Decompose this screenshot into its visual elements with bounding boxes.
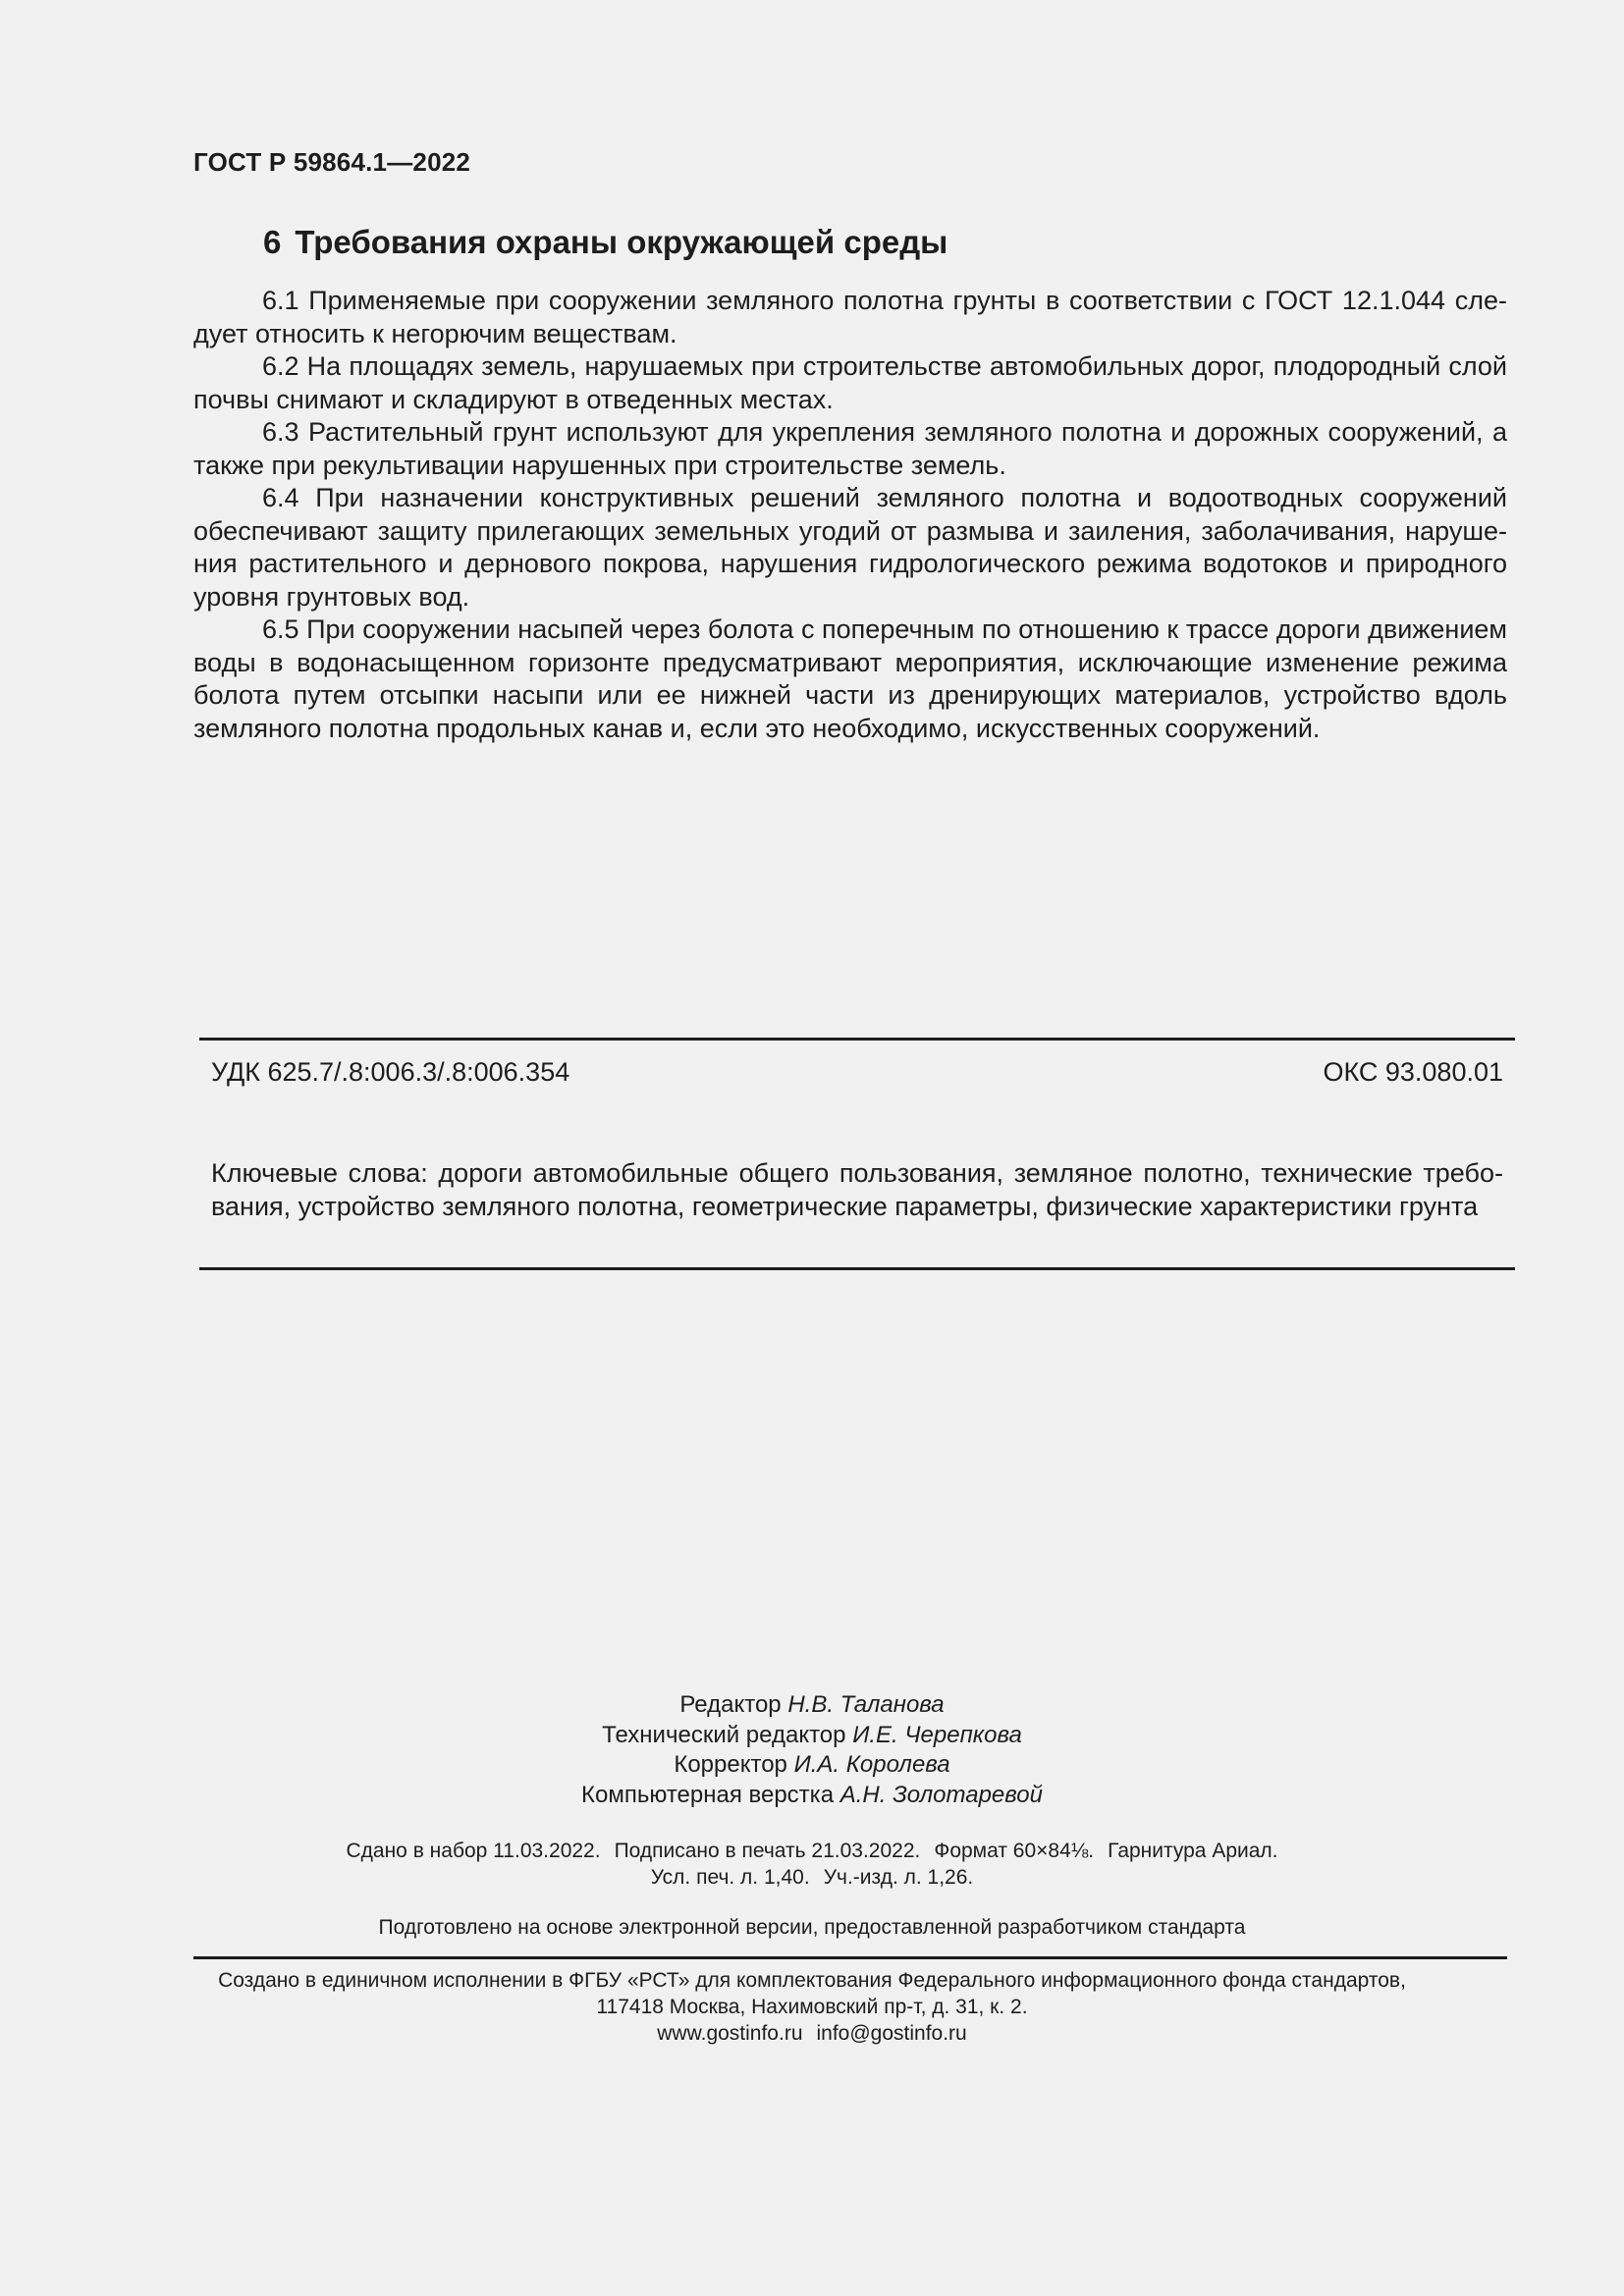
footer-line-1: Создано в единичном исполнении в ФГБУ «РСТ» для комплектования Федерального информационного фонда стандартов, [218,1969,1406,1992]
credit-technical-editor [0,1721,1624,1751]
paragraph-6-2: 6.2 На площадях земель, нарушаемых при строительстве автомобильных дорог, плодородный слой почвы снимают и складируют в отведенных местах. [193,351,1507,414]
paragraph-6-4: 6.4 При назначении конструктивных решений земляного полотна и водоотводных сооружений обеспечивают защиту прилегающих земельных угодий от размыва и заиления, заболачивания, нарушения растительного и дернового покрова, нарушения гидрологического режима водотоков и природного уровня грунтовых вод. [193,483,1507,612]
udk-code: УДК 625.7/.8:006.3/.8:006.354 [211,1057,570,1087]
paper-format: Формат 60×84⅛. [934,1840,1095,1862]
paragraph-6-3: 6.3 Растительный грунт используют для укрепления земляного полотна и дорожных сооружений, а также при рекультивации нарушенных при строительстве земель. [193,417,1507,480]
credit-role: Технический редактор [602,1721,846,1748]
credit-editor [0,1690,1624,1721]
email-link[interactable]: info@gostinfo.ru [816,2022,967,2045]
credit-name: И.Е. Черепкова [852,1721,1022,1748]
divider-bottom [199,1267,1515,1270]
website-link[interactable]: www.gostinfo.ru [657,2022,803,2045]
prepared-note: Подготовлено на основе электронной версии, предоставленной разработчиком стандарта [378,1916,1246,1939]
footer-line-2: 117418 Москва, Нахимовский пр-т, д. 31, к. 2. [596,1996,1028,2018]
signed-date: Подписано в печать 21.03.2022. [614,1840,921,1862]
credit-layout [0,1781,1624,1811]
credit-role: Корректор [674,1751,787,1778]
keywords-block: Ключевые слова: дороги автомобильные общего пользования, земляное полотно, технические требования, устройство земляного полотна, геометрические параметры, физические характеристики грунта [211,1158,1503,1221]
credit-proofreader [0,1750,1624,1781]
section-heading [263,224,947,261]
credits-block [0,1690,1624,1810]
paragraph-6-5: 6.5 При сооружении насыпей через болота с поперечным по отношению к трассе дороги движением воды в водонасыщенном горизонте предусматривают мероприятия, исключающие изменение режима болота путем отсыпки насыпи или ее нижней части из дренирующих материалов, устройство вдоль земляного полотна продольных канав и, если это необходимо, искусственных сооружений. [193,614,1507,743]
credit-name: Н.В. Таланова [787,1691,945,1718]
print-info-line-1 [0,1838,1624,1864]
credit-role: Компьютерная верстка [581,1781,835,1808]
section-title-text: Требования охраны окружающей среды [295,224,948,260]
section-body [193,285,1507,745]
submitted-date: Сдано в набор 11.03.2022. [346,1840,601,1862]
credit-name: А.Н. Золотаревой [839,1781,1043,1808]
credit-role: Редактор [679,1691,782,1718]
publisher-sheets: Уч.-изд. л. 1,26. [823,1866,974,1889]
paragraph-6-1: 6.1 Применяемые при сооружении земляного полотна грунты в соответствии с ГОСТ 12.1.044 следует относить к негорючим веществам. [193,286,1507,348]
print-info-line-2 [0,1864,1624,1891]
print-info [0,1838,1624,1891]
document-code-header: ГОСТ Р 59864.1—2022 [193,147,471,177]
section-number: 6 [263,224,282,260]
footer-contacts [0,2020,1624,2047]
print-sheets: Усл. печ. л. 1,40. [650,1866,810,1889]
typeface: Гарнитура Ариал. [1108,1840,1278,1862]
publisher-footer [0,1967,1624,2047]
credit-name: И.А. Королева [793,1751,950,1778]
divider-top [199,1038,1515,1041]
divider-footer [193,1956,1507,1959]
oks-code: ОКС 93.080.01 [1323,1057,1503,1087]
